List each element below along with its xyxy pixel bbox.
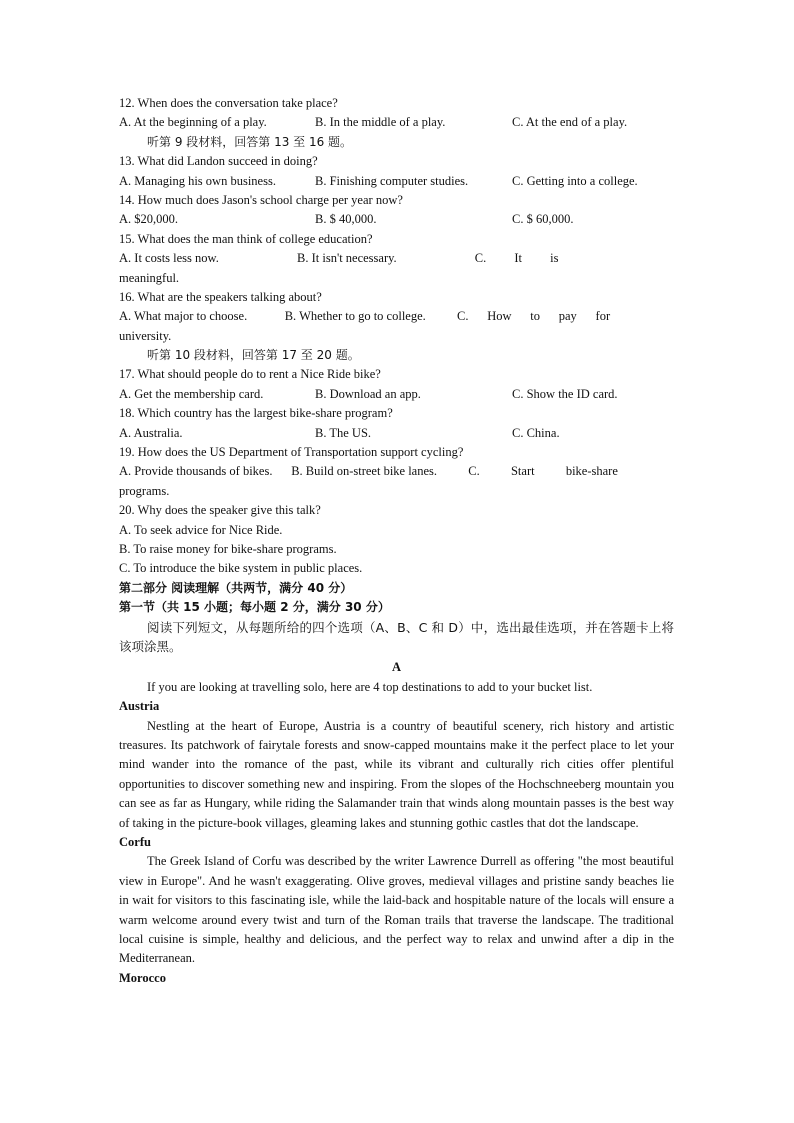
option-c: C. $ 60,000. — [512, 212, 574, 227]
section-1-title: 第一节（共 15 小题；每小题 2 分，满分 30 分） — [119, 600, 390, 615]
option-c: C. Getting into a college. — [512, 173, 638, 188]
passage-intro: If you are looking at travelling solo, here are 4 top destinations to add to your bucket list. — [147, 679, 593, 694]
question-17: 17. What should people do to rent a Nice Ride bike? — [119, 367, 381, 382]
option-b: B. In the middle of a play. — [315, 115, 446, 130]
heading-corfu: Corfu — [119, 834, 151, 849]
option-b: B. Download an app. — [315, 386, 421, 401]
question-14-options — [119, 210, 674, 229]
question-20-option-c: C. To introduce the bike system in public places. — [119, 561, 363, 576]
heading-austria: Austria — [119, 699, 160, 714]
listening-instruction-9: 听第 9 段材料，回答第 13 至 16 题。 — [147, 134, 353, 149]
option-c: C. China. — [512, 425, 560, 440]
question-17-options — [119, 385, 674, 404]
question-16-options: A. What major to choose. B. Whether to go to college. C. How to pay for — [119, 309, 611, 324]
question-12-options — [119, 113, 674, 132]
part-2-title: 第二部分 阅读理解（共两节，满分 40 分） — [119, 580, 353, 595]
option-a: A. $20,000. — [119, 212, 179, 227]
option-a: A. At the beginning of a play. — [119, 115, 267, 130]
option-b: B. Finishing computer studies. — [315, 173, 469, 188]
heading-morocco: Morocco — [119, 970, 166, 985]
question-18: 18. Which country has the largest bike-share program? — [119, 406, 393, 421]
exam-page — [119, 94, 674, 988]
question-14: 14. How much does Jason's school charge per year now? — [119, 192, 403, 207]
question-16-options-cont: university. — [119, 328, 172, 343]
question-15: 15. What does the man think of college education? — [119, 231, 373, 246]
question-12: 12. When does the conversation take place? — [119, 96, 338, 110]
question-19: 19. How does the US Department of Transportation support cycling? — [119, 445, 464, 460]
question-20-option-a: A. To seek advice for Nice Ride. — [119, 522, 283, 537]
option-b: B. The US. — [315, 425, 372, 440]
option-b: B. $ 40,000. — [315, 212, 377, 227]
question-13-options — [119, 172, 674, 191]
question-20: 20. Why does the speaker give this talk? — [119, 503, 321, 518]
question-16: 16. What are the speakers talking about? — [119, 289, 322, 304]
option-c: C. At the end of a play. — [512, 115, 628, 130]
question-19-options: A. Provide thousands of bikes. B. Build on-street bike lanes. C. Start bike-share — [119, 464, 618, 479]
passage-letter: A — [391, 660, 402, 675]
reading-instruction: 阅读下列短文，从每题所给的四个选项（A、B、C 和 D）中，选出最佳选项，并在答题卡上将该项涂黑。 — [119, 619, 674, 654]
option-a: A. Get the membership card. — [119, 386, 264, 401]
question-13: 13. What did Landon succeed in doing? — [119, 154, 318, 169]
paragraph-austria: Nestling at the heart of Europe, Austria is a country of beautiful scenery, rich history and artistic treasures. Its patchwork of fairytale forests and snow-capped mountains make it the perfect place to let your mind wander into the romance of the past, while its vibrant and culturally rich cities offer plentiful opportunities to discover something new and inspiring. From the slopes of the Hochschneeberg mountain you can see as far as Hungary, while riding the Salamander train that winds along mountain passes is the best way of taking in the picture-book villages, gleaming lakes and stunning gothic castles that dot the landscape. — [119, 718, 674, 830]
question-19-options-cont: programs. — [119, 483, 170, 498]
question-18-options — [119, 424, 674, 443]
option-a: A. Managing his own business. — [119, 173, 276, 188]
question-15-options-cont: meaningful. — [119, 270, 180, 285]
question-15-options: A. It costs less now. B. It isn't necessary. C. It is — [119, 251, 559, 266]
option-a: A. Australia. — [119, 425, 183, 440]
listening-instruction-10: 听第 10 段材料，回答第 17 至 20 题。 — [147, 348, 360, 363]
option-c: C. Show the ID card. — [512, 386, 618, 401]
paragraph-corfu: The Greek Island of Corfu was described by the writer Lawrence Durrell as offering "the most beautiful view in Europe". And he wasn't exaggerating. Olive groves, medieval villages and pristine sandy beaches lie in wait for visitors to this fascinating isle, while the laid-back and hospitable nature of the locals will ensure a warm welcome around every twist and turn of the Roman trails that traverse the landscape. The traditional local cuisine is simple, healthy and delicious, and the perfect way to relax and unwind after a dip in the Mediterranean. — [119, 854, 674, 966]
question-20-option-b: B. To raise money for bike-share programs. — [119, 541, 337, 556]
